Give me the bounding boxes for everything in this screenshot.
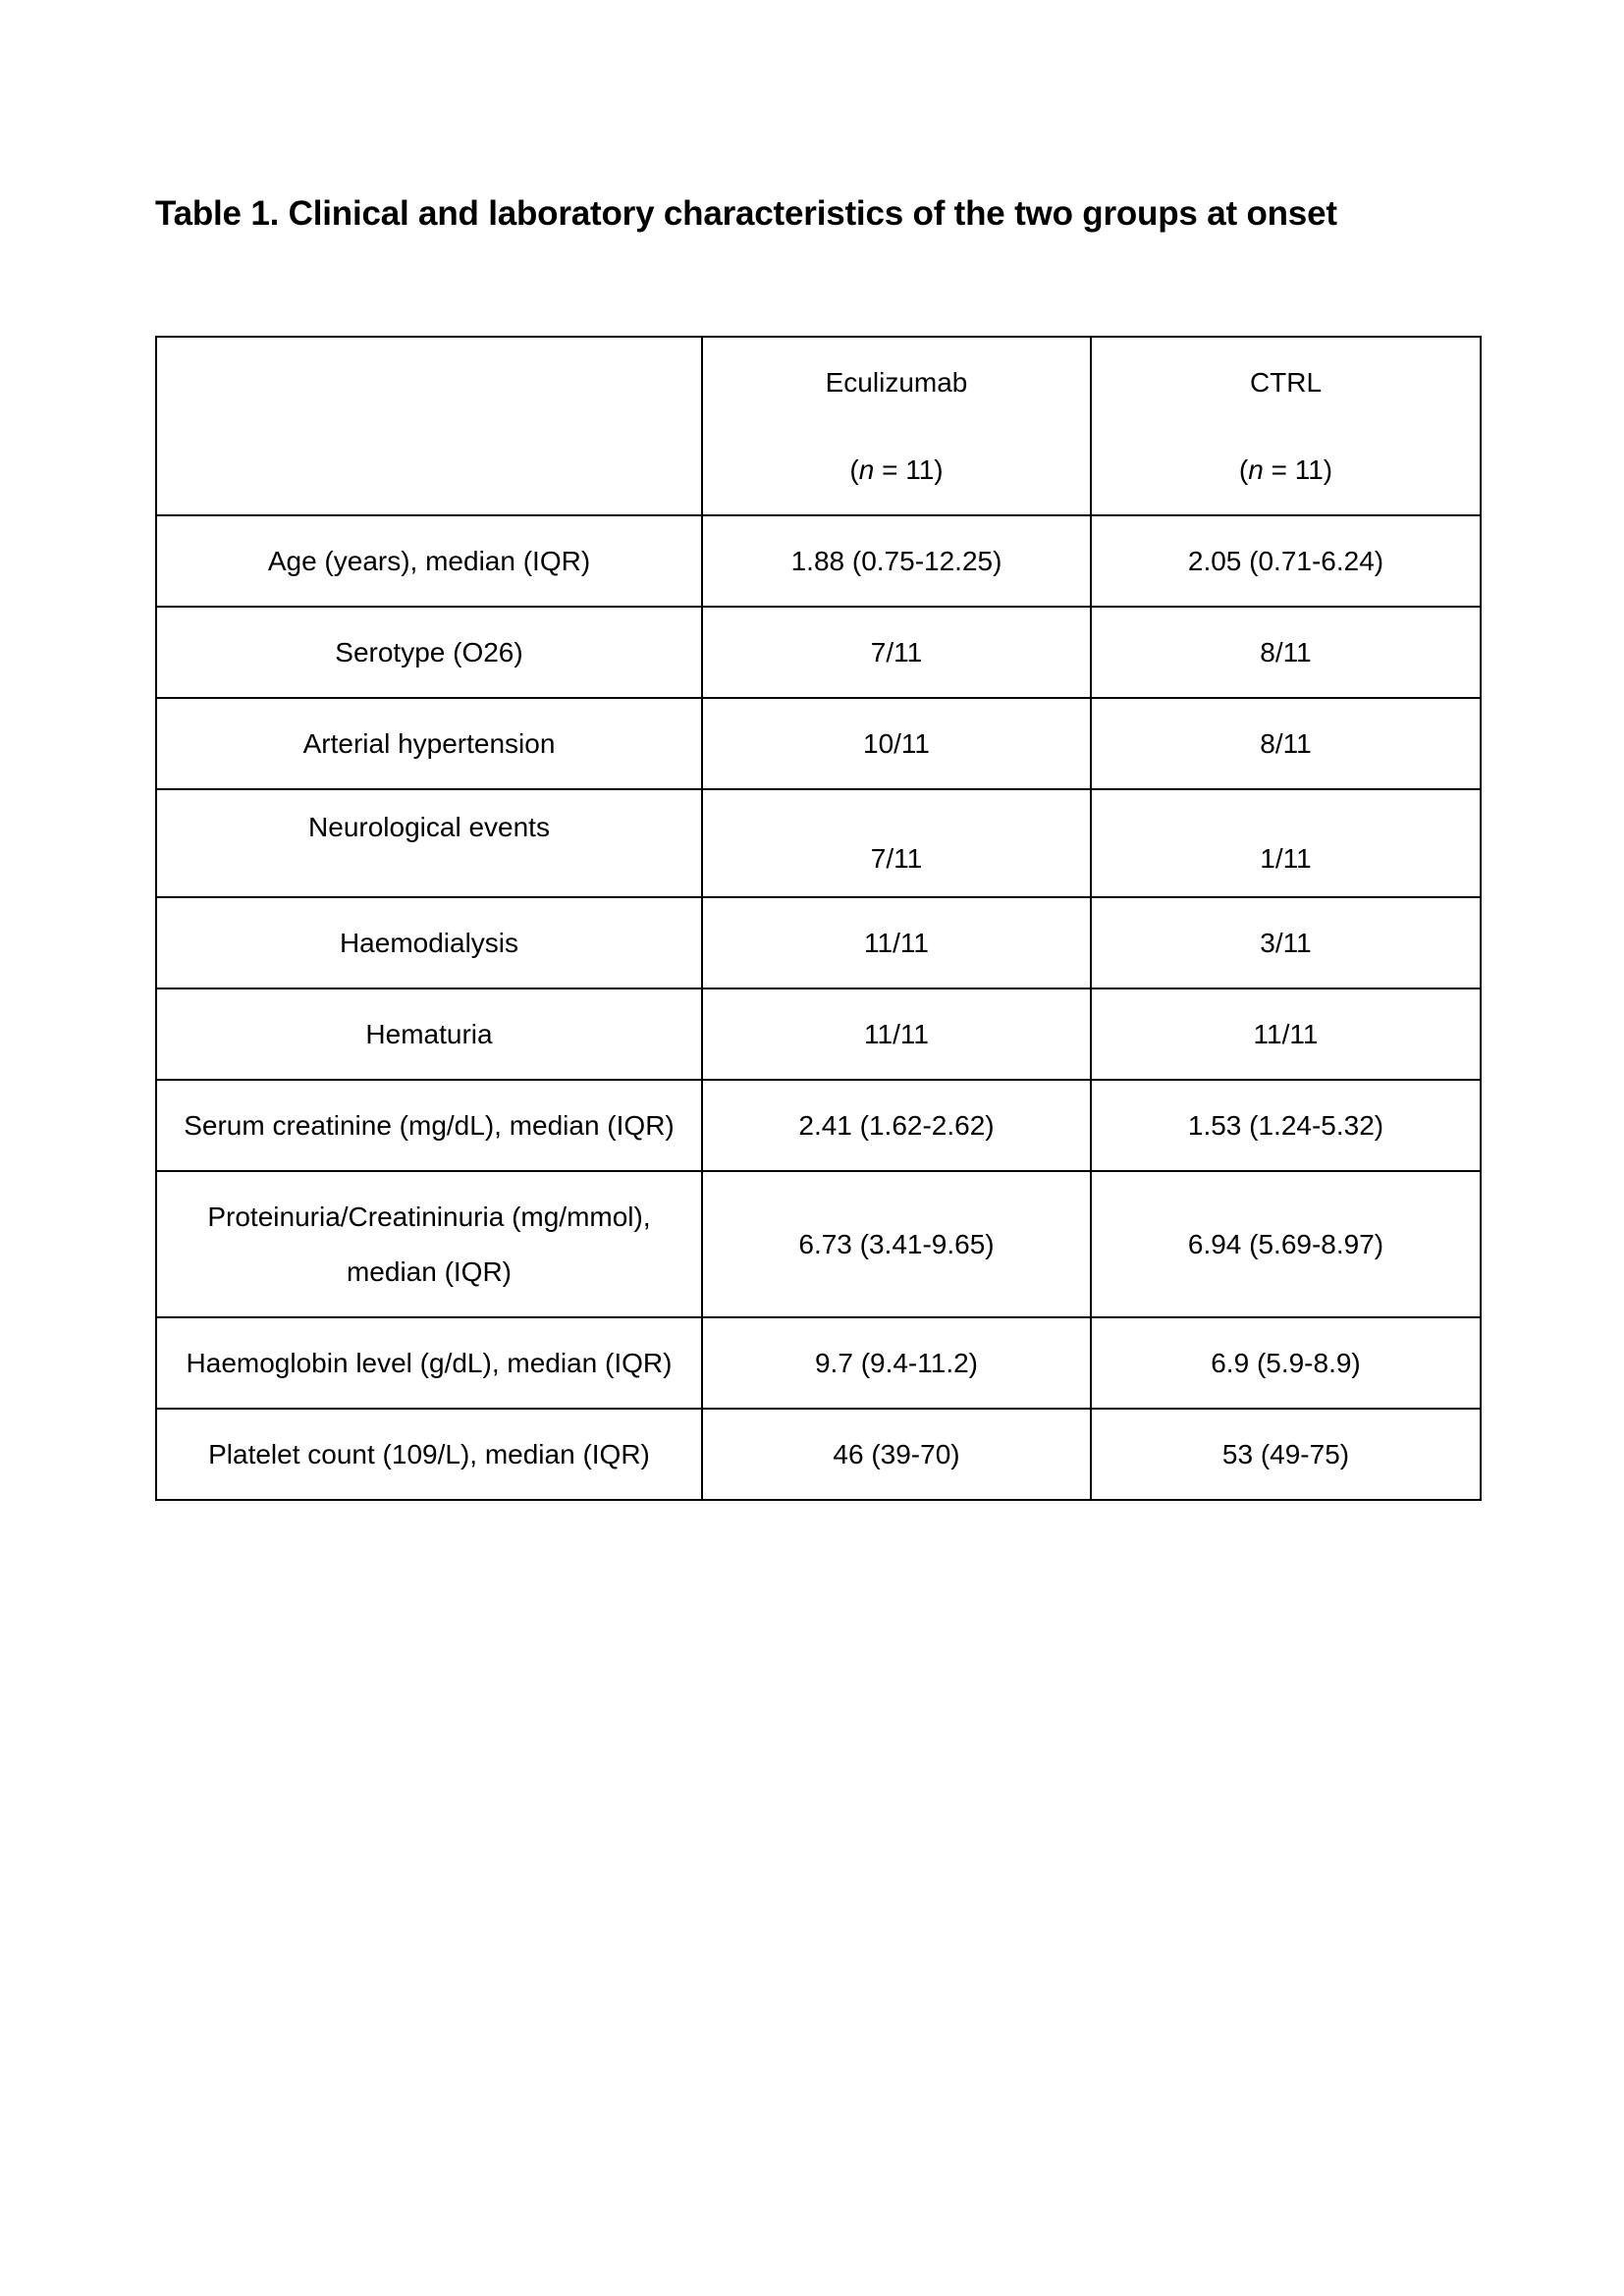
cell-eculizumab: 6.73 (3.41-9.65) bbox=[702, 1171, 1091, 1317]
table-row bbox=[156, 607, 1481, 698]
cell-ctrl: 8/11 bbox=[1091, 607, 1481, 698]
row-label: Haemodialysis bbox=[156, 897, 702, 988]
cell-eculizumab: 11/11 bbox=[702, 988, 1091, 1080]
group-n: (n = 11) bbox=[1238, 454, 1333, 485]
cell-eculizumab: 7/11 bbox=[870, 843, 923, 874]
row-label: Serotype (O26) bbox=[156, 607, 702, 698]
cell-eculizumab: 2.41 (1.62-2.62) bbox=[702, 1080, 1091, 1171]
cell-eculizumab-cell bbox=[702, 789, 1091, 897]
group-name: Eculizumab bbox=[825, 367, 968, 398]
row-label-cell bbox=[156, 789, 702, 897]
table-row bbox=[156, 897, 1481, 988]
table-row bbox=[156, 1409, 1481, 1500]
table-row bbox=[156, 515, 1481, 607]
table-row bbox=[156, 789, 1481, 897]
row-label: Age (years), median (IQR) bbox=[156, 515, 702, 607]
cell-ctrl-cell bbox=[1091, 789, 1481, 897]
cell-ctrl: 6.9 (5.9-8.9) bbox=[1091, 1317, 1481, 1409]
table-row bbox=[156, 698, 1481, 789]
cell-ctrl: 1.53 (1.24-5.32) bbox=[1091, 1080, 1481, 1171]
row-label: Arterial hypertension bbox=[156, 698, 702, 789]
cell-ctrl: 8/11 bbox=[1091, 698, 1481, 789]
row-label: Proteinuria/Creatininuria (mg/mmol), median (IQR) bbox=[156, 1171, 702, 1317]
characteristics-table bbox=[155, 336, 1482, 1501]
row-label: Haemoglobin level (g/dL), median (IQR) bbox=[156, 1317, 702, 1409]
table-header-row bbox=[156, 337, 1481, 515]
row-label: Neurological events bbox=[308, 812, 550, 842]
cell-eculizumab: 7/11 bbox=[702, 607, 1091, 698]
row-label: Platelet count (109/L), median (IQR) bbox=[156, 1409, 702, 1500]
cell-eculizumab: 46 (39-70) bbox=[702, 1409, 1091, 1500]
table-row bbox=[156, 1317, 1481, 1409]
page-title: Table 1. Clinical and laboratory characteristics of the two groups at onset bbox=[155, 194, 1337, 233]
cell-ctrl: 1/11 bbox=[1260, 843, 1312, 874]
cell-ctrl: 2.05 (0.71-6.24) bbox=[1091, 515, 1481, 607]
cell-ctrl: 11/11 bbox=[1091, 988, 1481, 1080]
cell-ctrl: 53 (49-75) bbox=[1091, 1409, 1481, 1500]
header-cell-eculizumab bbox=[702, 337, 1091, 515]
cell-eculizumab: 1.88 (0.75-12.25) bbox=[702, 515, 1091, 607]
cell-eculizumab: 11/11 bbox=[702, 897, 1091, 988]
cell-eculizumab: 10/11 bbox=[702, 698, 1091, 789]
cell-eculizumab: 9.7 (9.4-11.2) bbox=[702, 1317, 1091, 1409]
cell-ctrl: 3/11 bbox=[1091, 897, 1481, 988]
row-label: Serum creatinine (mg/dL), median (IQR) bbox=[156, 1080, 702, 1171]
header-corner-cell bbox=[156, 337, 702, 515]
group-n: (n = 11) bbox=[849, 454, 944, 485]
table-row bbox=[156, 988, 1481, 1080]
group-name: CTRL bbox=[1249, 367, 1323, 398]
table-row bbox=[156, 1171, 1481, 1317]
row-label: Hematuria bbox=[156, 988, 702, 1080]
header-cell-ctrl bbox=[1091, 337, 1481, 515]
cell-ctrl: 6.94 (5.69-8.97) bbox=[1091, 1171, 1481, 1317]
table-row bbox=[156, 1080, 1481, 1171]
